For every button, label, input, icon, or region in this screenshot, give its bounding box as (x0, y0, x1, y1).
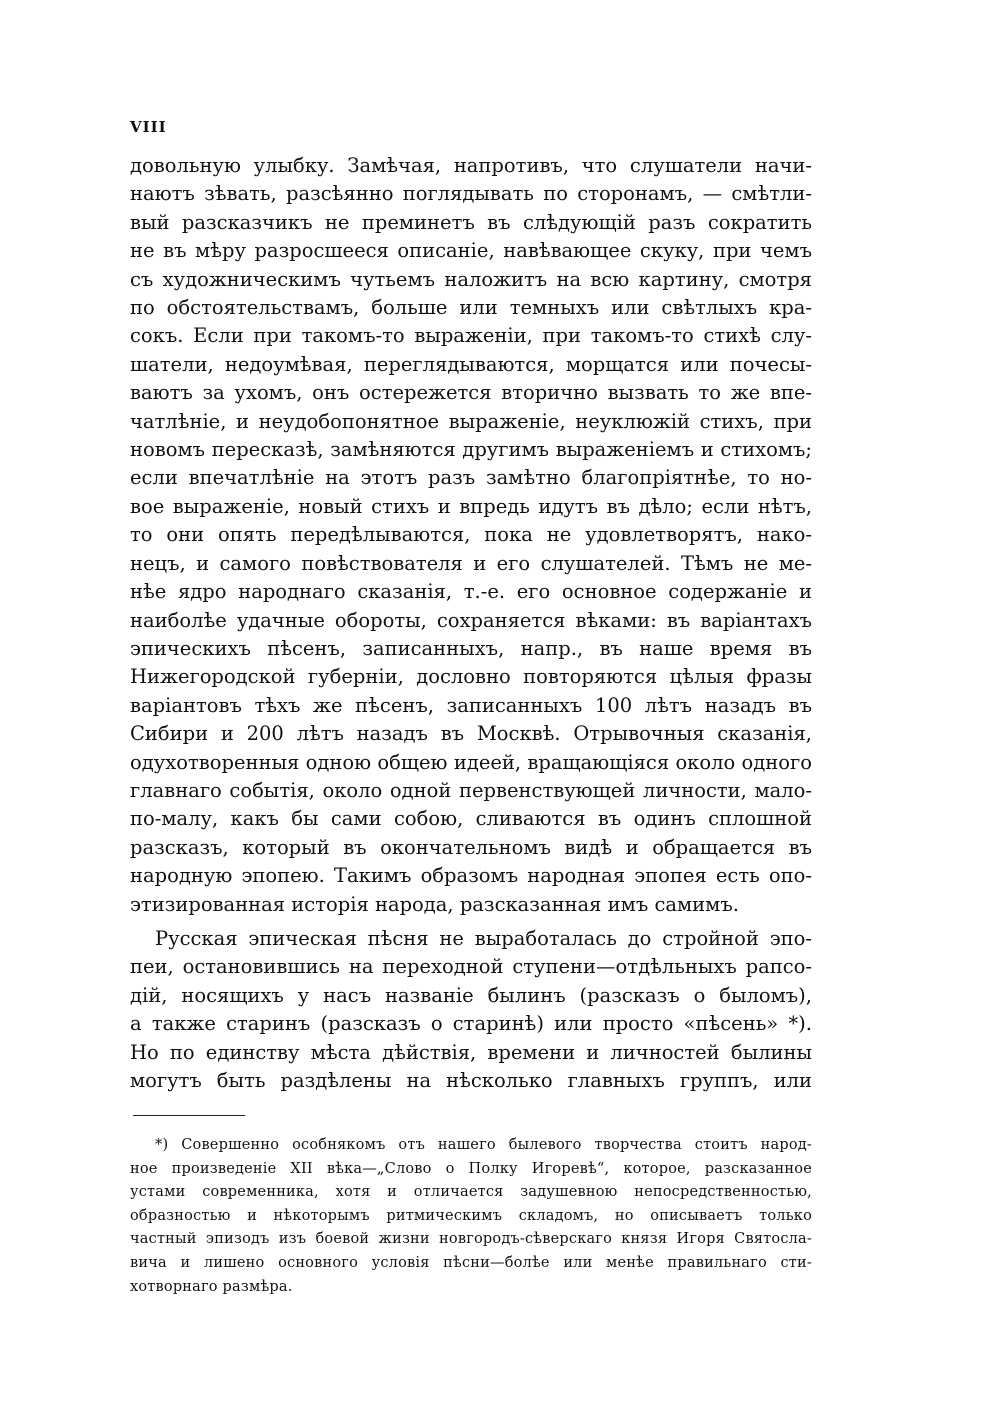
text-line: то они опять передѣлываются, пока не удовлетворятъ, нако- (130, 523, 812, 547)
text-line: а также старинъ (разсказъ о старинѣ) или просто «пѣсень» *). (130, 1012, 812, 1036)
text-line: Нижегородской губерніи, дословно повторяются цѣлыя фразы (130, 665, 812, 689)
footnote-line: частный эпизодъ изъ боевой жизни новгородъ-сѣверскаго князя Игоря Святосла- (130, 1231, 812, 1248)
footnote-line: хотворнаго размѣра. (130, 1278, 293, 1295)
text-line: довольную улыбку. Замѣчая, напротивъ, что слушатели начи- (130, 154, 812, 177)
text-line: съ художническимъ чутьемъ наложитъ на всю картину, смотря (130, 267, 812, 291)
text-line: нецъ, и самого повѣствователя и его слушателей. Тѣмъ не ме- (130, 551, 812, 575)
footnote-line: образностью и нѣкоторымъ ритмическимъ складомъ, но описываетъ только (130, 1207, 812, 1224)
text-line: вый разсказчикъ не преминетъ въ слѣдующій разъ сократить (130, 210, 812, 234)
text-line: разсказъ, который въ окончательномъ видѣ и обращается въ (130, 835, 812, 859)
footnote-line: ное произведеніе XII вѣка—„Слово о Полку Игоревѣ“, которое, разсказанное (130, 1160, 812, 1177)
text-line: могутъ быть раздѣлены на нѣсколько главныхъ группъ, или (130, 1069, 812, 1092)
text-line: по обстоятельствамъ, больше или темныхъ или свѣтлыхъ кра- (130, 296, 812, 320)
text-line: Но по единству мѣста дѣйствія, времени и личностей былины (130, 1040, 812, 1064)
text-line: не въ мѣру разросшееся описаніе, навѣвающее скуку, при чемъ (130, 239, 812, 263)
text-line: народную эпопею. Такимъ образомъ народная эпопея есть опо- (130, 864, 812, 888)
text-line: наиболѣе удачные обороты, сохраняется вѣками: въ варіантахъ (130, 608, 812, 632)
text-line: шатели, недоумѣвая, переглядываются, морщатся или почесы- (130, 352, 812, 376)
text-line: варіантовъ тѣхъ же пѣсенъ, записанныхъ 100 лѣтъ назадъ въ (130, 693, 812, 717)
text-line: по-малу, какъ бы сами собою, сливаются въ одинъ сплошной (130, 807, 812, 831)
footnote-separator (133, 1115, 245, 1116)
paragraph-1 (130, 152, 812, 919)
text-line: этизированная исторія народа, разсказанная имъ самимъ. (130, 892, 739, 916)
text-line: дій, носящихъ у насъ названіе былинъ (разсказъ о быломъ), (130, 983, 812, 1007)
text-line: новомъ пересказѣ, замѣняются другимъ выраженіемъ и стихомъ; (130, 438, 812, 462)
main-text (130, 152, 812, 1095)
text-line: если впечатлѣніе на этотъ разъ замѣтно благопріятнѣе, то но- (130, 466, 812, 490)
footnote-line: *) Совершенно особнякомъ отъ нашего былевого творчества стоитъ народ- (155, 1137, 812, 1153)
text-line: Сибири и 200 лѣтъ назадъ въ Москвѣ. Отрывочныя сказанія, (130, 722, 812, 746)
text-line: вое выраженіе, новый стихъ и впредь идутъ въ дѣло; если нѣтъ, (130, 494, 812, 518)
paragraph-2 (130, 925, 812, 1095)
text-line: пеи, остановившись на переходной ступени—отдѣльныхъ рапсо- (130, 955, 812, 979)
text-line: наютъ зѣвать, разсѣянно поглядывать по сторонамъ, — смѣтли- (130, 182, 812, 206)
text-line: эпическихъ пѣсенъ, записанныхъ, напр., въ наше время въ (130, 636, 812, 660)
footnote-line: вича и лишено основного условія пѣсни—болѣе или менѣе правильнаго сти- (130, 1254, 812, 1271)
text-line: сокъ. Если при такомъ-то выраженіи, при такомъ-то стихѣ слу- (130, 324, 812, 348)
text-line: Русская эпическая пѣсня не выработалась до стройной эпо- (155, 926, 812, 950)
footnote (130, 1134, 812, 1299)
text-line: чатлѣніе, и неудобопонятное выраженіе, неуклюжій стихъ, при (130, 409, 812, 433)
text-line: нѣе ядро народнаго сказанія, т.-е. его основное содержаніе и (130, 580, 812, 604)
footnote-line: устами современника, хотя и отличается задушевною непосредственностью, (130, 1184, 812, 1201)
text-line: главнаго событія, около одной первенствующей личности, мало- (130, 778, 812, 802)
text-line: одухотворенныя одною общею идеей, вращающіяся около одного (130, 750, 812, 774)
text-line: ваютъ за ухомъ, онъ остережется вторично вызвать то же впе- (130, 381, 812, 405)
page-number: VIII (130, 118, 167, 136)
